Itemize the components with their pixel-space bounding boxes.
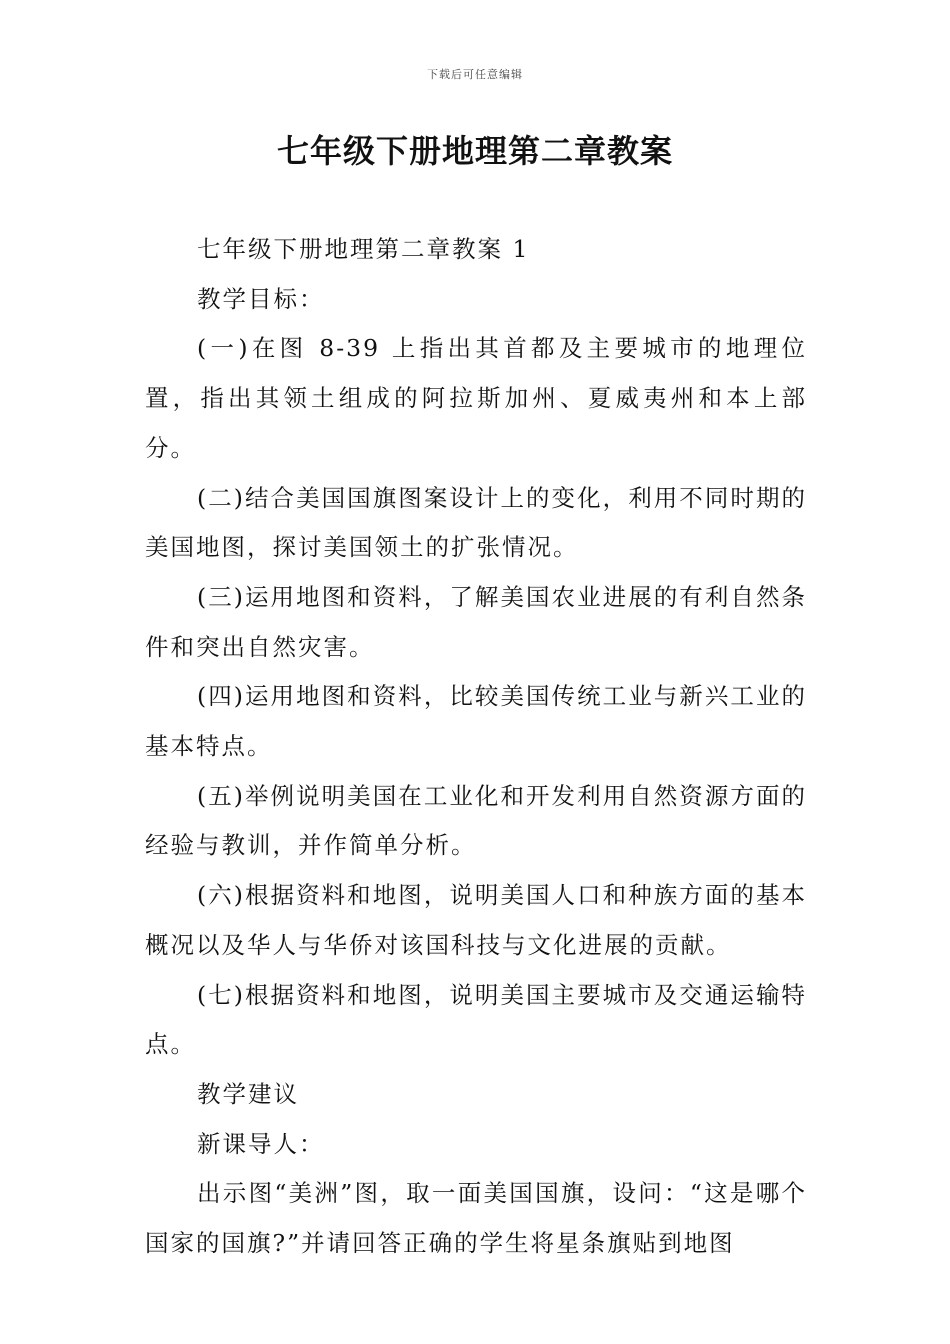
objective-item: (一)在图 8-39 上指出其首都及主要城市的地理位置，指出其领土组成的阿拉斯加州、夏威夷州和本上部分。	[145, 334, 807, 462]
document-body	[145, 225, 807, 1269]
objective-item: (二)结合美国国旗图案设计上的变化，利用不同时期的美国地图，探讨美国领土的扩张情况。	[145, 483, 807, 562]
header-note: 下载后可任意编辑	[427, 68, 523, 81]
objective-item: (七)根据资料和地图，说明美国主要城市及交通运输特点。	[145, 980, 807, 1059]
objective-item: (三)运用地图和资料，了解美国农业进展的有利自然条件和突出自然灾害。	[145, 582, 807, 661]
objective-item: (六)根据资料和地图，说明美国人口和种族方面的基本概况以及华人与华侨对该国科技与文化进展的贡献。	[145, 881, 807, 959]
objective-item: (四)运用地图和资料，比较美国传统工业与新兴工业的基本特点。	[145, 682, 807, 761]
intro-heading: 新课导人：	[197, 1129, 325, 1158]
objective-item: (五)举例说明美国在工业化和开发利用自然资源方面的经验与教训，并作简单分析。	[145, 781, 807, 860]
body-paragraph: 出示图“美洲”图，取一面美国国旗，设问：“这是哪个国家的国旗?”并请回答正确的学生将星条旗贴到地图	[145, 1179, 807, 1258]
suggestions-heading: 教学建议	[197, 1079, 299, 1108]
document-title: 七年级下册地理第二章教案	[276, 132, 673, 170]
section-heading: 七年级下册地理第二章教案 1	[197, 235, 530, 263]
objectives-heading: 教学目标：	[197, 284, 325, 313]
